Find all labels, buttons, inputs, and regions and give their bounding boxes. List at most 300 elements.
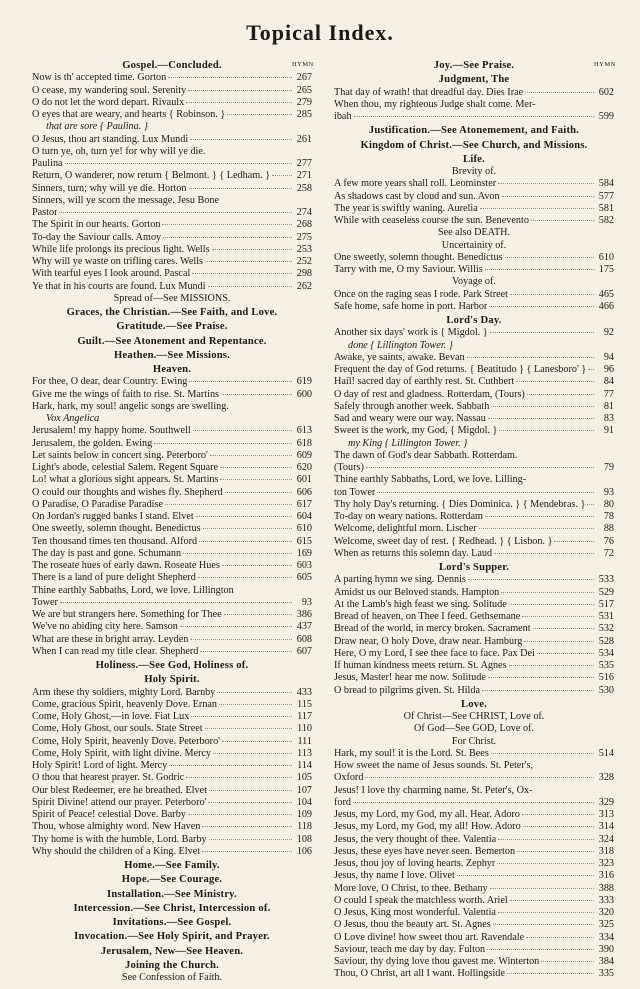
entry-text: Jesus, these eyes have never seen. Bemerton: [334, 845, 516, 857]
hymn-number: 316: [598, 870, 614, 882]
hymn-number: 84: [603, 376, 614, 388]
entry-text: Return, O wanderer, now return { Belmont. } { Ledham. }: [32, 170, 271, 182]
leader-dots: [208, 802, 292, 803]
entry-text: Come, Holy Ghost,—in love. Fiat Lux: [32, 711, 190, 722]
entry-text: A few more years shall roll. Leominster: [334, 178, 497, 190]
entry-text: Welcome, sweet day of rest. { Redhead. } { Lisbon. }: [334, 535, 553, 547]
index-entry: [32, 268, 312, 280]
hymn-number: 325: [598, 919, 614, 931]
hymn-number: 275: [296, 231, 312, 243]
index-entry: [32, 785, 312, 797]
index-entry: [32, 146, 312, 158]
leader-dots: [498, 183, 594, 184]
index-entry: [334, 785, 614, 797]
hymn-number: 516: [598, 672, 614, 684]
leader-dots: [554, 541, 594, 542]
index-entry: [32, 585, 312, 597]
hymn-number: 613: [296, 425, 312, 437]
entry-text: Why will ye waste on trifling cares. Wells: [32, 256, 204, 267]
entry-text: Give me the wings of faith to rise. St. Martins: [32, 388, 220, 400]
entry-text: To-day the Saviour calls. Amoy: [32, 231, 162, 243]
hymn-number: 106: [296, 845, 312, 857]
topic-heading-text: Home.—See Family.: [124, 860, 220, 871]
index-entry: [32, 72, 312, 84]
index-entry: [32, 134, 312, 146]
hymn-number: 258: [296, 182, 312, 194]
hymn-number: 610: [296, 523, 312, 535]
leader-dots: [537, 653, 594, 654]
index-entry: [334, 99, 614, 111]
entry-text: Ye that in his courts are found. Lux Mundi: [32, 280, 206, 292]
leader-dots: [65, 163, 292, 164]
hymn-number: 601: [296, 474, 312, 486]
hymn-number: 113: [297, 747, 312, 759]
leader-dots: [189, 188, 293, 189]
leader-dots: [517, 851, 594, 852]
index-entry: [32, 548, 312, 560]
leader-dots: [525, 92, 594, 93]
hymn-number: 76: [603, 535, 614, 547]
entry-text: On Jordan's rugged banks I stand. Elvet: [32, 511, 194, 522]
hymn-number: 528: [598, 635, 614, 647]
index-column-right: [334, 58, 614, 981]
topic-heading-text: Heathen.—See Missions.: [114, 349, 230, 361]
hymn-number: 80: [603, 498, 614, 510]
topic-heading: [334, 72, 614, 86]
entry-text: Thou, whose almighty word. New Haven: [32, 821, 201, 833]
hymn-number: 313: [598, 809, 614, 820]
entry-text: Lo! what a glorious sight appears. St. Martins: [32, 474, 219, 486]
entry-text: Holy Spirit! Lord of light. Mercy: [32, 760, 168, 771]
entry-text: Once on the raging seas I rode. Park Street: [334, 288, 508, 300]
leader-dots: [468, 579, 594, 580]
entry-text: Bread of the world, in mercy broken. Sacrament: [334, 623, 531, 635]
leader-dots: [507, 973, 594, 974]
entry-text: Tarry with me, O my Saviour. Willis: [334, 264, 483, 275]
index-column-left: [32, 58, 312, 984]
entry-text: Welcome, delightful morn. Lischer: [334, 523, 477, 535]
index-entry: [32, 797, 312, 809]
leader-dots: [533, 628, 594, 629]
leader-dots: [224, 614, 292, 615]
leader-dots: [501, 592, 594, 593]
topic-heading: [334, 152, 614, 166]
index-entry: [334, 834, 614, 846]
leader-dots: [487, 949, 594, 950]
leader-dots: [489, 306, 594, 307]
leader-dots: [490, 888, 594, 889]
leader-dots: [365, 777, 594, 778]
index-entry: [32, 401, 312, 413]
entry-text: When thou, my righteous Judge shalt come. Mer-: [334, 98, 536, 110]
entry-text: O cease, my wandering soul. Serenity: [32, 84, 187, 96]
sub-heading: Of Christ—See CHRIST, Love of.: [403, 711, 545, 722]
index-entry: [32, 634, 312, 646]
index-entry: [32, 597, 312, 609]
entry-text: O Jesus, King most wonderful. Valentia: [334, 907, 496, 918]
leader-dots: [488, 677, 594, 678]
index-entry: [334, 111, 614, 123]
hymn-number: 88: [603, 523, 614, 535]
entry-text: Jesus, the very thought of thee. Valentia: [334, 833, 497, 845]
index-entry: [334, 364, 614, 376]
entry-text: If human kindness meets return. St. Agnes: [334, 660, 507, 671]
entry-text: At the Lamb's high feast we sing. Solitude: [334, 598, 507, 610]
index-entry: [334, 401, 614, 413]
entry-text: O could our thoughts and wishes fly. Shepherd: [32, 486, 223, 498]
entry-text: One sweetly, solemn thought. Benedictus: [32, 523, 201, 535]
topic-heading-text: Holiness.—See God, Holiness of.: [95, 660, 249, 671]
sub-heading: See Confession of Faith.: [121, 972, 223, 983]
hymn-number: 169: [296, 547, 312, 559]
leader-dots: [154, 443, 292, 444]
topic-heading-text: Life.: [463, 153, 485, 165]
entry-text: When as returns this solemn day. Laud: [334, 547, 493, 559]
page-title: Topical Index.: [246, 20, 394, 45]
topic-heading-text: Jerusalem, New—See Heaven.: [100, 945, 244, 957]
hymn-number: 265: [296, 84, 312, 96]
index-entry: [334, 870, 614, 882]
leader-dots: [498, 912, 594, 913]
hymn-number: 261: [296, 133, 312, 145]
leader-dots: [526, 937, 594, 938]
entry-text: Draw near, O holy Dove, draw near. Hamburg: [334, 635, 523, 647]
topic-heading: [32, 362, 312, 376]
leader-dots: [212, 249, 292, 250]
hymn-column-label-left: HYMN: [292, 61, 314, 68]
leader-dots: [169, 765, 292, 766]
entry-text: Thy home is with the humble, Lord. Barby: [32, 833, 207, 845]
leader-dots: [491, 753, 594, 754]
leader-dots: [59, 212, 292, 213]
hymn-number: 267: [296, 72, 312, 84]
entry-text: Spirit of Peace! celestial Dove. Barby: [32, 809, 186, 820]
hymn-number: 605: [296, 572, 312, 584]
hymn-number: 262: [296, 280, 312, 292]
entry-text: Here, O my Lord, I see thee face to face. Pax Dei: [334, 647, 535, 659]
index-entry: [32, 244, 312, 256]
hymn-number: 517: [598, 598, 614, 610]
leader-dots: [220, 479, 292, 480]
index-entry: [334, 809, 614, 821]
index-entry: [32, 450, 312, 462]
hymn-number: 115: [297, 698, 312, 710]
index-entry: [32, 736, 312, 748]
index-entry: [334, 264, 614, 276]
index-entry: [334, 215, 614, 227]
index-entry: [32, 462, 312, 474]
leader-dots: [377, 492, 594, 493]
hymn-number: 334: [598, 931, 614, 943]
index-entry: [334, 301, 614, 313]
hymn-number: 252: [296, 256, 312, 267]
topic-heading-text: Gratitude.—See Praise.: [116, 321, 228, 333]
hymn-number: 607: [296, 645, 312, 657]
index-entry: [32, 748, 312, 760]
entry-text: The dawn of God's dear Sabbath. Rotterdam.: [334, 449, 518, 461]
entry-continuation: my King { Lillington Tower. }: [348, 437, 468, 449]
hymn-number: 603: [296, 560, 312, 571]
index-entry: [334, 932, 614, 944]
entry-text: O Jesus, thou art standing. Lux Mundi: [32, 133, 189, 145]
index-entry: [32, 183, 312, 195]
topic-heading: [32, 915, 312, 929]
index-entry: [32, 699, 312, 711]
leader-dots: [225, 492, 292, 493]
index-entry: [32, 389, 312, 401]
hymn-number: 81: [603, 400, 614, 412]
leader-dots: [524, 641, 594, 642]
leader-dots: [527, 394, 594, 395]
hymn-number: 600: [296, 388, 312, 400]
hymn-number: 268: [296, 219, 312, 231]
sub-heading: Spread of—See MISSIONS.: [113, 292, 231, 304]
topic-heading-text: Guilt.—See Atonement and Repentance.: [77, 335, 267, 347]
index-entry: [334, 548, 614, 560]
hymn-number: 279: [296, 96, 312, 108]
leader-dots: [227, 114, 292, 115]
hymn-number: 535: [598, 660, 614, 671]
topic-heading-text: Lord's Day.: [446, 315, 502, 326]
entry-text: Bread of heaven, on Thee I feed. Gethsemane: [334, 611, 521, 622]
topic-heading: [32, 319, 312, 333]
entry-text: Let saints below in concert sing. Peterboro': [32, 449, 208, 461]
index-entry: [32, 646, 312, 658]
leader-dots: [219, 704, 292, 705]
topic-heading-text: Hope.—See Courage.: [121, 874, 223, 886]
leader-dots: [196, 516, 292, 517]
hymn-number: 93: [301, 596, 312, 608]
leader-dots: [202, 826, 292, 827]
index-entry: [32, 536, 312, 548]
entry-text: While life prolongs its precious light. Wells: [32, 243, 210, 255]
leader-dots: [467, 357, 594, 358]
hymn-number: 114: [297, 760, 312, 771]
index-entry: [334, 648, 614, 660]
leader-dots: [510, 900, 594, 901]
index-entry: [334, 289, 614, 301]
hymn-number: 602: [598, 86, 614, 98]
entry-text: Hail! sacred day of earthly rest. St. Cuthbert: [334, 376, 515, 388]
leader-dots: [272, 175, 292, 176]
leader-dots: [209, 790, 292, 791]
topic-heading-text: Joining the Church.: [125, 959, 219, 971]
entry-text: Thine earthly Sabbaths, Lord, we love. Lilling-: [334, 474, 527, 486]
leader-dots: [190, 139, 292, 140]
index-entry: [334, 846, 614, 858]
index-entry: [334, 772, 614, 784]
leader-dots: [499, 430, 594, 431]
hymn-number: 531: [598, 611, 614, 622]
index-entry: [334, 883, 614, 895]
leader-dots: [354, 116, 594, 117]
leader-dots: [217, 692, 292, 693]
hymn-number: 328: [598, 772, 614, 784]
leader-dots: [457, 875, 594, 876]
entry-text: When I can read my title clear. Shepherd: [32, 645, 199, 657]
index-entry: [32, 487, 312, 499]
index-entry: [32, 438, 312, 450]
sub-heading: Uncertainity of.: [441, 239, 507, 251]
leader-dots: [523, 826, 594, 827]
index-entry: [32, 846, 312, 858]
topic-heading: [32, 944, 312, 958]
topic-heading: [334, 697, 614, 711]
entry-text: That day of wrath! that dreadful day. Dies Irae: [334, 86, 524, 98]
entry-text: Jesus! I love thy charming name. St. Peter's, Ox-: [334, 784, 533, 796]
entry-text: Thou, O Christ, art all I want. Hollingside: [334, 968, 505, 980]
entry-text: How sweet the name of Jesus sounds. St. Peter's,: [334, 760, 534, 771]
leader-dots: [222, 741, 292, 742]
entry-text: Thine earthly Sabbaths, Lord, we love. Lillington: [32, 584, 234, 596]
hymn-number: 599: [598, 111, 614, 122]
index-entry: [334, 511, 614, 523]
index-entry: [32, 609, 312, 621]
hymn-number: 109: [296, 809, 312, 820]
entry-text: ibah: [334, 111, 352, 122]
entry-text: Come, Holy Spirit, heavenly Dove. Peterboro': [32, 735, 221, 747]
hymn-number: 335: [598, 968, 614, 980]
index-entry: [32, 809, 312, 821]
leader-dots: [186, 777, 292, 778]
leader-dots: [505, 257, 594, 258]
leader-dots: [188, 814, 292, 815]
entry-text: Tower: [32, 596, 58, 608]
entry-text: O Love divine! how sweet thou art. Ravendale: [334, 931, 525, 943]
hymn-number: 610: [598, 251, 614, 263]
hymn-number: 608: [296, 633, 312, 645]
entry-text: O thou that hearest prayer. St. Godric: [32, 772, 185, 784]
topic-heading: [334, 313, 614, 327]
entry-text: Frequent the day of God returns. { Beatitudo } { Lanesboro' }: [334, 364, 587, 375]
index-entry: [32, 425, 312, 437]
topic-heading-text: Invitations.—See Gospel.: [112, 917, 232, 928]
hymn-number: 72: [603, 547, 614, 559]
index-entry: [334, 944, 614, 956]
entry-text: ford: [334, 796, 351, 808]
index-entry: [334, 821, 614, 833]
sub-heading: Of God—See GOD, Love of.: [414, 723, 534, 735]
leader-dots: [588, 369, 594, 370]
entry-text: Jerusalem! my happy home. Southwell: [32, 425, 191, 437]
leader-dots: [491, 406, 594, 407]
hymn-number: 609: [296, 449, 312, 461]
index-entry: [334, 968, 614, 980]
index-entry: [32, 572, 312, 584]
topic-heading: [32, 872, 312, 886]
index-entry: [334, 252, 614, 264]
hymn-number: 92: [603, 327, 614, 339]
entry-text: Come, Holy Spirit, with light divine. Mercy: [32, 747, 212, 759]
hymn-number: 118: [297, 821, 312, 833]
index-entry: [334, 352, 614, 364]
index-entry: [32, 560, 312, 572]
index-entry: [32, 523, 312, 535]
entry-text: The Spirit in our hearts. Gorton: [32, 219, 161, 231]
topic-heading-text: Intercession.—See Christ, Intercession of.: [73, 902, 271, 914]
topic-heading-text: Gospel.—Concluded.: [122, 60, 222, 71]
leader-dots: [60, 602, 292, 603]
entry-text: Jesus, my Lord, my God, my all. Hear. Adoro: [334, 809, 520, 820]
index-entry: [32, 158, 312, 170]
index-entry: [32, 195, 312, 207]
hymn-number: 175: [598, 264, 614, 275]
topic-heading-text: Graces, the Christian.—See Faith, and Love.: [66, 307, 278, 318]
entry-text: Safe home, safe home in port. Harbor: [334, 300, 488, 312]
hymn-number: 320: [598, 907, 614, 918]
entry-text: For thee, O dear, dear Country. Ewing: [32, 376, 188, 388]
index-entry: [334, 672, 614, 684]
leader-dots: [510, 294, 594, 295]
entry-text: The roseate hues of early dawn. Roseate Hues: [32, 560, 220, 571]
hymn-number: 582: [598, 215, 614, 226]
leader-dots: [198, 577, 292, 578]
topic-heading: [32, 929, 312, 943]
leader-dots: [480, 208, 594, 209]
entry-text: Hark, my soul! it is the Lord. St. Bees: [334, 747, 489, 759]
index-entry: [32, 474, 312, 486]
index-entry: [334, 87, 614, 99]
topic-heading: [334, 138, 614, 152]
topic-heading: [334, 560, 614, 574]
index-entry: [334, 587, 614, 599]
leader-dots: [199, 541, 292, 542]
hymn-number: 253: [296, 243, 312, 255]
index-entry: [334, 487, 614, 499]
entry-text: Jesus, my Lord, my God, my all! How. Adoro: [334, 821, 521, 833]
leader-dots: [180, 626, 292, 627]
entry-text: (Tours): [334, 462, 364, 473]
index-entry: [32, 687, 312, 699]
entry-text: Hark, hark, my soul! angelic songs are swelling.: [32, 400, 229, 412]
sub-heading: For Christ.: [451, 735, 497, 747]
index-entry: [334, 895, 614, 907]
index-entry: [334, 599, 614, 611]
leader-dots: [183, 553, 292, 554]
topic-heading-text: Heaven.: [152, 364, 192, 375]
entry-text: Come, Holy Ghost, our souls. State Street: [32, 723, 203, 735]
hymn-number: 111: [297, 735, 312, 747]
index-entry: [32, 256, 312, 268]
topic-heading: [32, 901, 312, 915]
hymn-number: 104: [296, 796, 312, 808]
entry-text: Paulina: [32, 158, 63, 169]
index-entry: [32, 834, 312, 846]
entry-text: Now is th' accepted time. Gorton: [32, 72, 167, 84]
leader-dots: [509, 604, 594, 605]
entry-text: O do not let the word depart. Rivaulx: [32, 96, 185, 108]
hymn-number: 94: [603, 351, 614, 363]
entry-text: O bread to pilgrims given. St. Hilda: [334, 684, 481, 696]
hymn-number: 390: [598, 943, 614, 955]
hymn-number: 514: [598, 747, 614, 759]
leader-dots: [497, 863, 594, 864]
hymn-number: 314: [598, 821, 614, 833]
index-entry: [32, 109, 312, 121]
leader-dots: [366, 467, 594, 468]
leader-dots: [165, 504, 292, 505]
index-entry: [334, 450, 614, 462]
index-entry: [32, 97, 312, 109]
hymn-number: 117: [297, 711, 312, 722]
leader-dots: [485, 269, 594, 270]
leader-dots: [353, 802, 594, 803]
hymn-number: 433: [296, 686, 312, 698]
hymn-number: 529: [598, 586, 614, 598]
hymn-number: 584: [598, 178, 614, 190]
hymn-number: 93: [603, 486, 614, 498]
hymn-number: 91: [603, 425, 614, 437]
